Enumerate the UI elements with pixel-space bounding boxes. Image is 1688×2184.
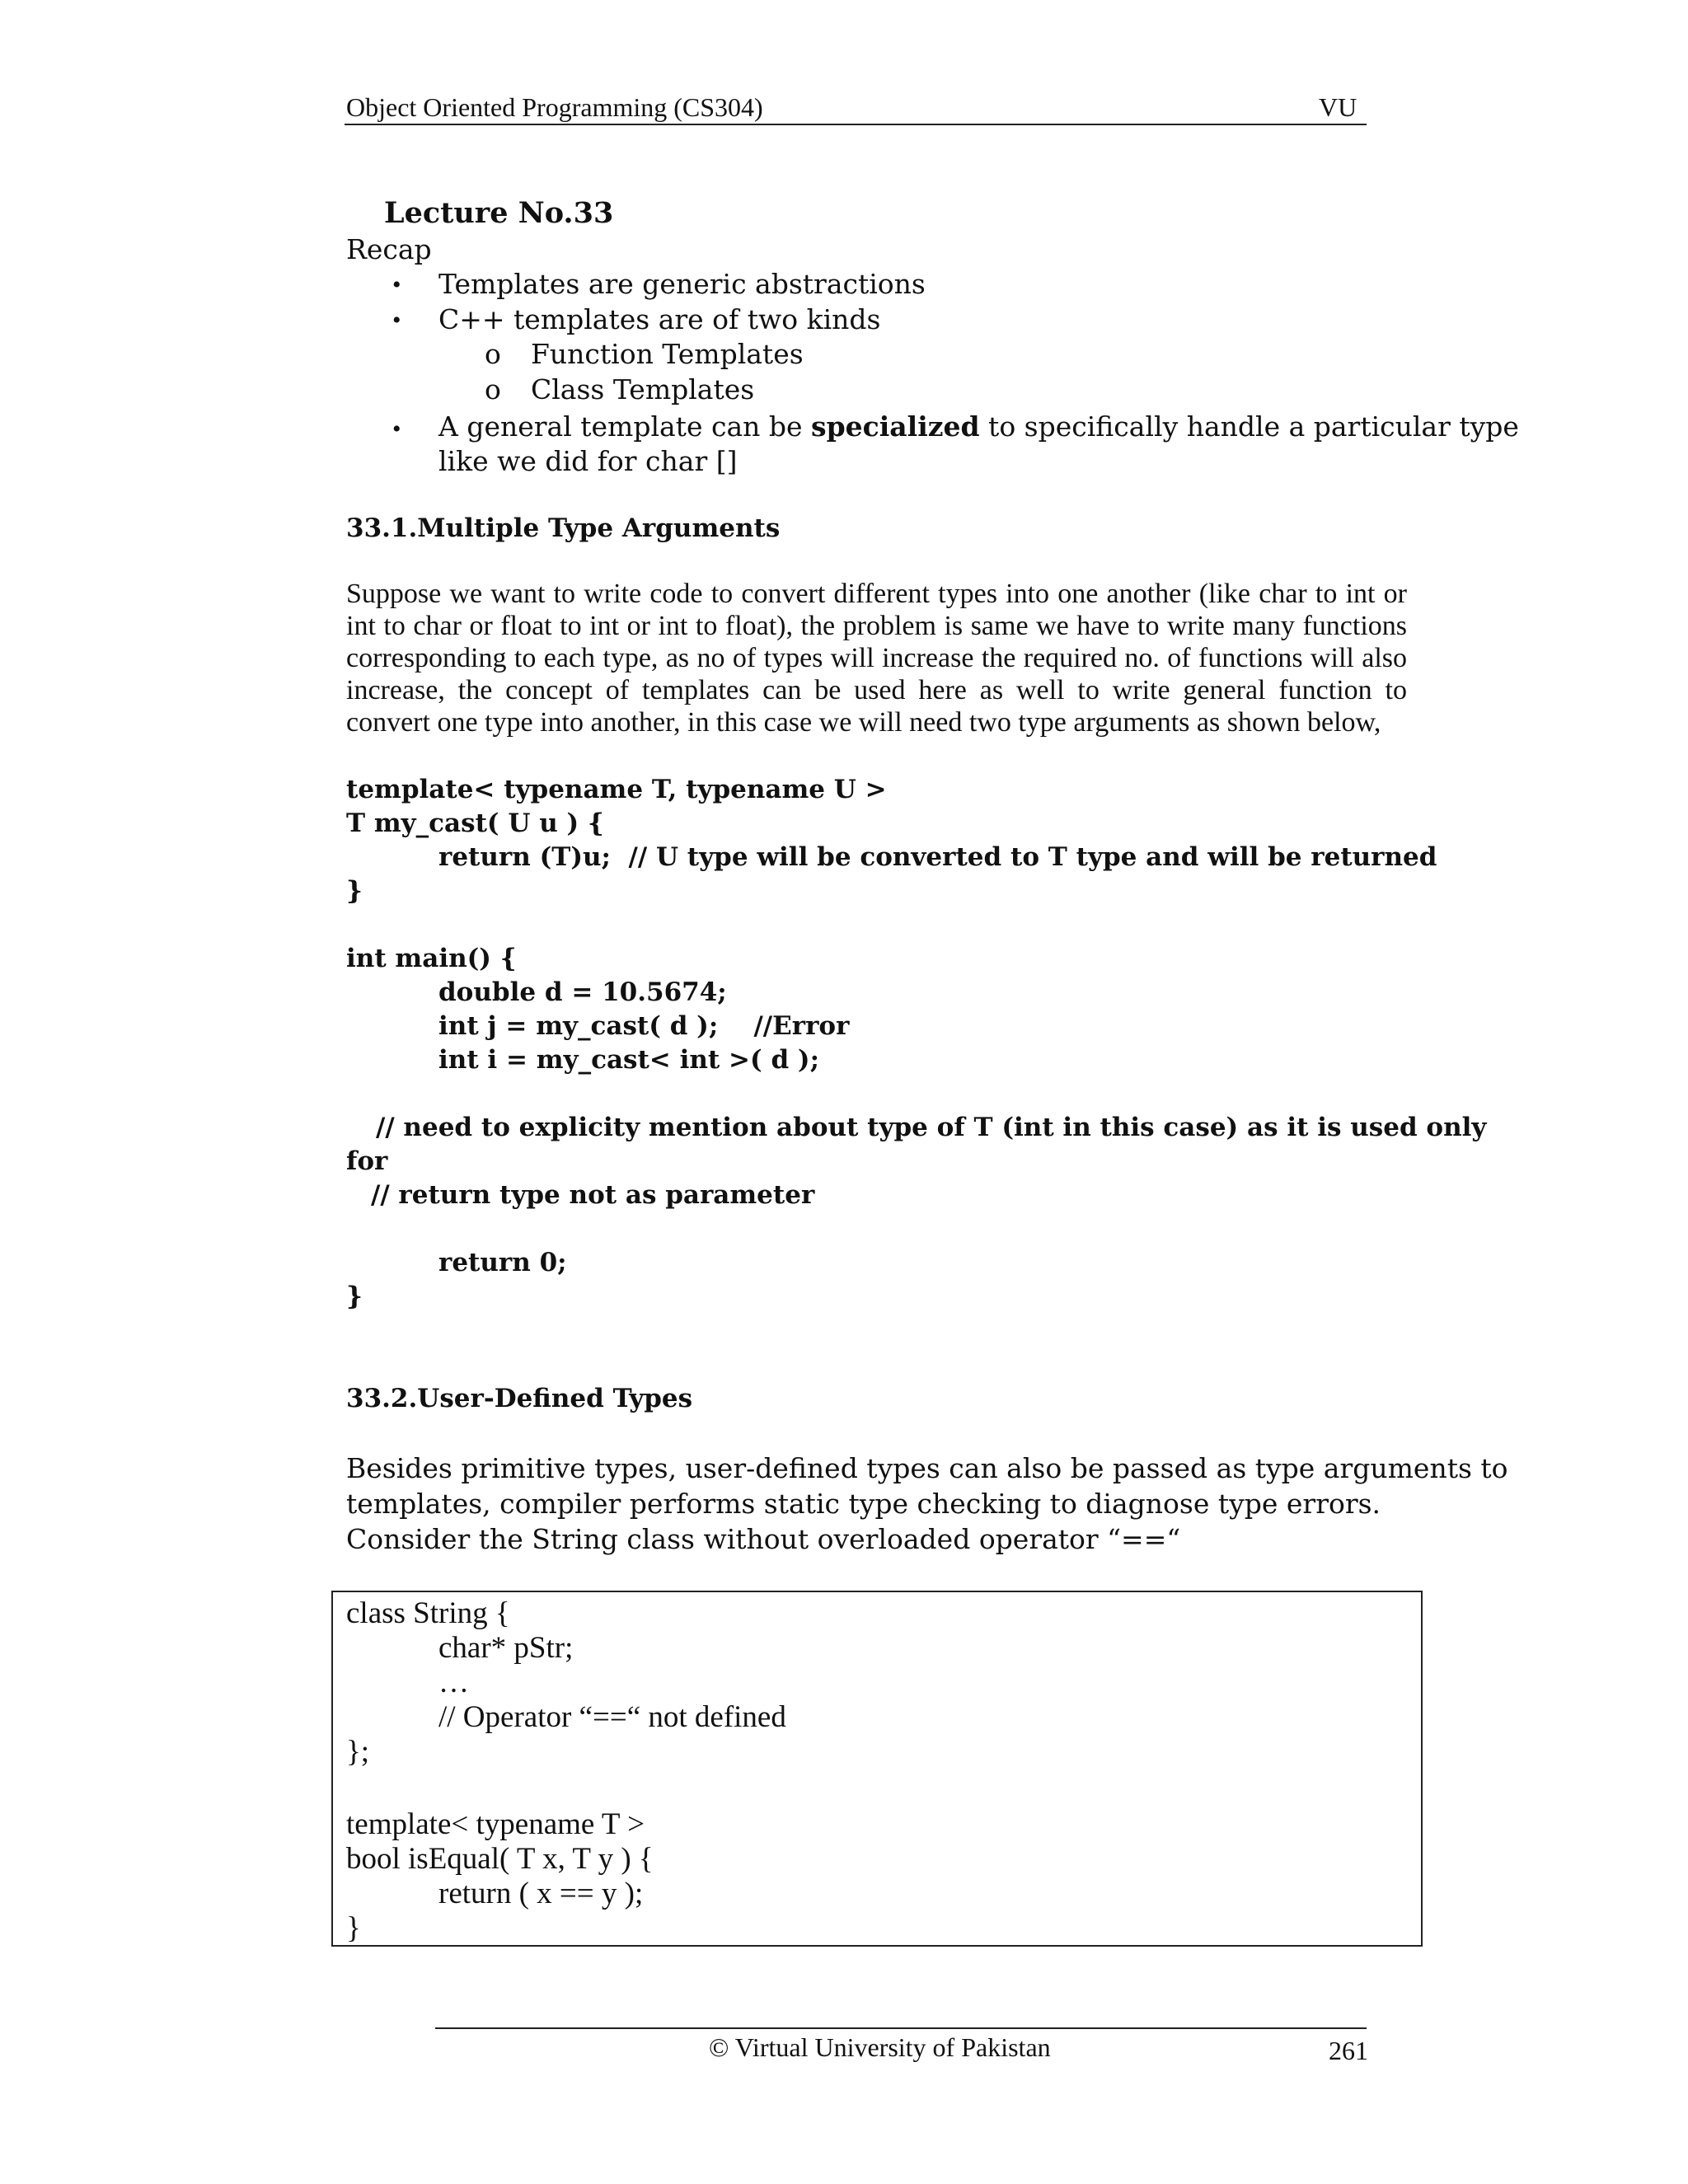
- code-line: return 0;: [438, 1248, 567, 1277]
- footer-copyright: © Virtual University of Pakistan: [709, 2032, 1051, 2062]
- paragraph-line: Consider the String class without overloaded operator “==“: [346, 1523, 1181, 1555]
- box-line: }: [346, 1911, 361, 1945]
- code-comment: // need to explicity mention about type of T (int in this case) as it is used only: [376, 1113, 1487, 1142]
- paragraph-line: Besides primitive types, user-defined types can also be passed as type arguments to: [346, 1452, 1508, 1484]
- code-comment: for: [346, 1146, 388, 1176]
- recap-item-3-post: to specifically handle a particular type: [979, 410, 1519, 443]
- code-line: return (T)u; // U type will be converted to T type and will be returned: [438, 842, 1437, 872]
- recap-item-1: Templates are generic abstractions: [438, 268, 926, 300]
- page-number: 261: [1329, 2036, 1368, 2065]
- paragraph-line: increase, the concept of templates can be used here as well to write general function to: [346, 675, 1407, 705]
- box-line: …: [438, 1666, 469, 1699]
- code-line: T my_cast( U u ) {: [346, 808, 604, 838]
- bullet-icon: •: [392, 415, 401, 443]
- box-line: template< typename T >: [346, 1807, 645, 1841]
- lecture-title: Lecture No.33: [384, 196, 614, 230]
- header-right: VU: [1319, 92, 1357, 122]
- recap-item-2: C++ templates are of two kinds: [438, 303, 881, 335]
- recap-subitem-1: Function Templates: [531, 338, 804, 370]
- sub-bullet-icon: o: [485, 373, 501, 405]
- recap-label: Recap: [346, 233, 432, 265]
- recap-item-3-pre: A general template can be: [438, 410, 812, 443]
- box-line: class String {: [346, 1596, 510, 1630]
- paragraph-line: corresponding to each type, as no of types will increase the required no. of functions will also: [346, 643, 1407, 673]
- box-line: bool isEqual( T x, T y ) {: [346, 1842, 654, 1876]
- recap-item-3-line2: like we did for char []: [438, 445, 738, 477]
- code-line: template< typename T, typename U >: [346, 775, 887, 804]
- box-line: // Operator “==“ not defined: [438, 1700, 786, 1734]
- paragraph-line: int to char or float to int or int to float), the problem is same we have to write many functions: [346, 611, 1407, 641]
- section-heading-2: 33.2.User-Defined Types: [346, 1384, 693, 1413]
- header-title: Object Oriented Programming (CS304): [346, 92, 763, 122]
- paragraph-line: convert one type into another, in this case we will need two type arguments as shown below,: [346, 707, 1381, 738]
- recap-subitem-2: Class Templates: [531, 373, 755, 405]
- box-line: return ( x == y );: [438, 1877, 644, 1910]
- section-heading-1: 33.1.Multiple Type Arguments: [346, 513, 781, 543]
- footer-rule: [435, 2027, 1367, 2029]
- paragraph-line: templates, compiler performs static type checking to diagnose type errors.: [346, 1488, 1381, 1520]
- code-line: }: [346, 876, 363, 906]
- box-line: char* pStr;: [438, 1631, 574, 1665]
- code-comment: // return type not as parameter: [371, 1180, 815, 1210]
- code-line: }: [346, 1282, 363, 1311]
- bullet-icon: •: [392, 271, 401, 298]
- sub-bullet-icon: o: [485, 338, 501, 370]
- code-line: double d = 10.5674;: [438, 977, 727, 1007]
- header-rule: [345, 124, 1367, 125]
- box-line: };: [346, 1735, 370, 1769]
- recap-item-3: [438, 410, 1519, 443]
- bullet-icon: •: [392, 307, 401, 334]
- recap-item-3-bold: specialized: [811, 410, 980, 443]
- code-line: int main() {: [346, 944, 517, 973]
- code-line: int j = my_cast( d ); //Error: [438, 1011, 850, 1041]
- code-line: int i = my_cast< int >( d );: [438, 1045, 820, 1075]
- paragraph-line: Suppose we want to write code to convert different types into one another (like char to int or: [346, 579, 1407, 609]
